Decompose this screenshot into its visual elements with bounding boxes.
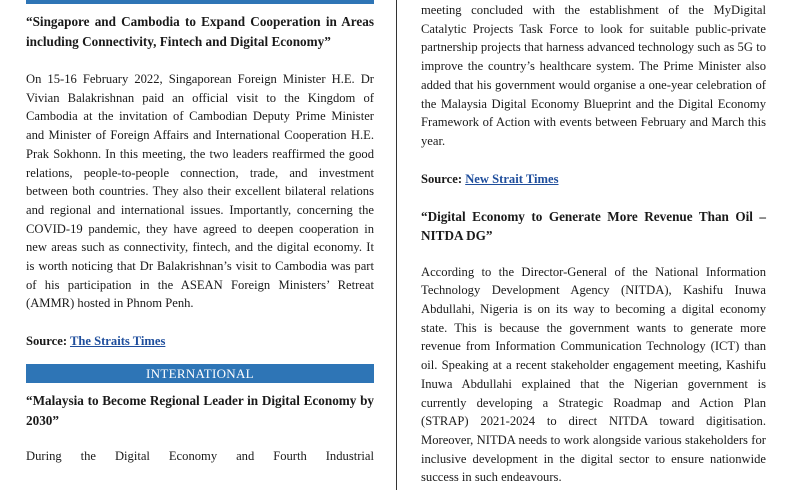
article-body-malaysia-start: During the Digital Economy and Fourth Industrial	[26, 449, 374, 464]
article-headline-malaysia: “Malaysia to Become Regional Leader in Digital Economy by 2030”	[26, 393, 374, 428]
source-label: Source:	[26, 334, 70, 349]
article-source-malaysia	[421, 170, 766, 188]
article-body-clip	[26, 447, 374, 467]
source-label: Source:	[421, 171, 466, 186]
article-body-clip	[421, 263, 766, 495]
article-body-singapore-cambodia: On 15-16 February 2022, Singaporean Foreign Minister H.E. Dr Vivian Balakrishnan paid an official visit to the Kingdom of Cambodia at the invitation of Cambodian Deputy Prime Minister and Minister of Foreign Affairs and International Cooperation H.E. Prak Sokhonn. In this meeting, the two leaders reaffirmed the good relations, people-to-people connection, trade, and investment between both countries. They also their excellent bilateral relations and regional and international issues. Importantly, concerning the COVID-19 pandemic, they have agreed to deepen cooperation in new areas such as connectivity, fintech, and the digital economy. It is worth noticing that Dr Balakrishnan’s visit to Cambodia was part of his participation in the ASEAN Foreign Ministers’ Retreat (AMMR) hosted in Phnom Penh.	[26, 72, 374, 311]
article-body-nitda: According to the Director-General of the National Information Technology Development Agency (NITDA), Kashifu Inuwa Abdullahi, Nigeria is on its way to becoming a digital economy state. This is because the government wants to generate more revenue from Information Communication Technology (ICT) than oil. Speaking at a recent stakeholder engagement meeting, Kashifu Inuwa Abdullahi explained that the Nigerian government is currently developing a Strategic Roadmap and Action Plan (STRAP) 2021-2024 to direct NITDA toward digitisation. Moreover, NITDA needs to work alongside various stakeholders for inclusive development in the digital sector to ensure nationwide success in such endeavours.	[421, 264, 766, 485]
right-column	[421, 0, 766, 495]
section-header-international: INTERNATIONAL	[26, 364, 374, 383]
source-link-straits-times[interactable]: The Straits Times	[69, 334, 166, 349]
article-headline-nitda: “Digital Economy to Generate More Revenue Than Oil – NITDA DG”	[421, 208, 766, 244]
left-column	[26, 0, 374, 467]
top-accent-bar	[26, 0, 374, 4]
article-headline-singapore-cambodia: “Singapore and Cambodia to Expand Cooperation in Areas including Connectivity, Fintech and Digital Economy”	[26, 14, 374, 49]
column-divider	[396, 0, 397, 490]
article-source-singapore-cambodia	[26, 332, 374, 350]
source-link-new-strait-times[interactable]: New Strait Times	[465, 171, 559, 186]
article-body-malaysia-continued: meeting concluded with the establishment of the MyDigital Catalytic Projects Task Force to look for suitable public-private partnership projects that harness advanced technology such as 5G to improve the country’s healthcare system. The Prime Minister also added that his government would organise a one-year celebration of the Malaysia Digital Economy Blueprint and the Digital Economy Framework of Action with events between February and March this year.	[421, 3, 766, 148]
